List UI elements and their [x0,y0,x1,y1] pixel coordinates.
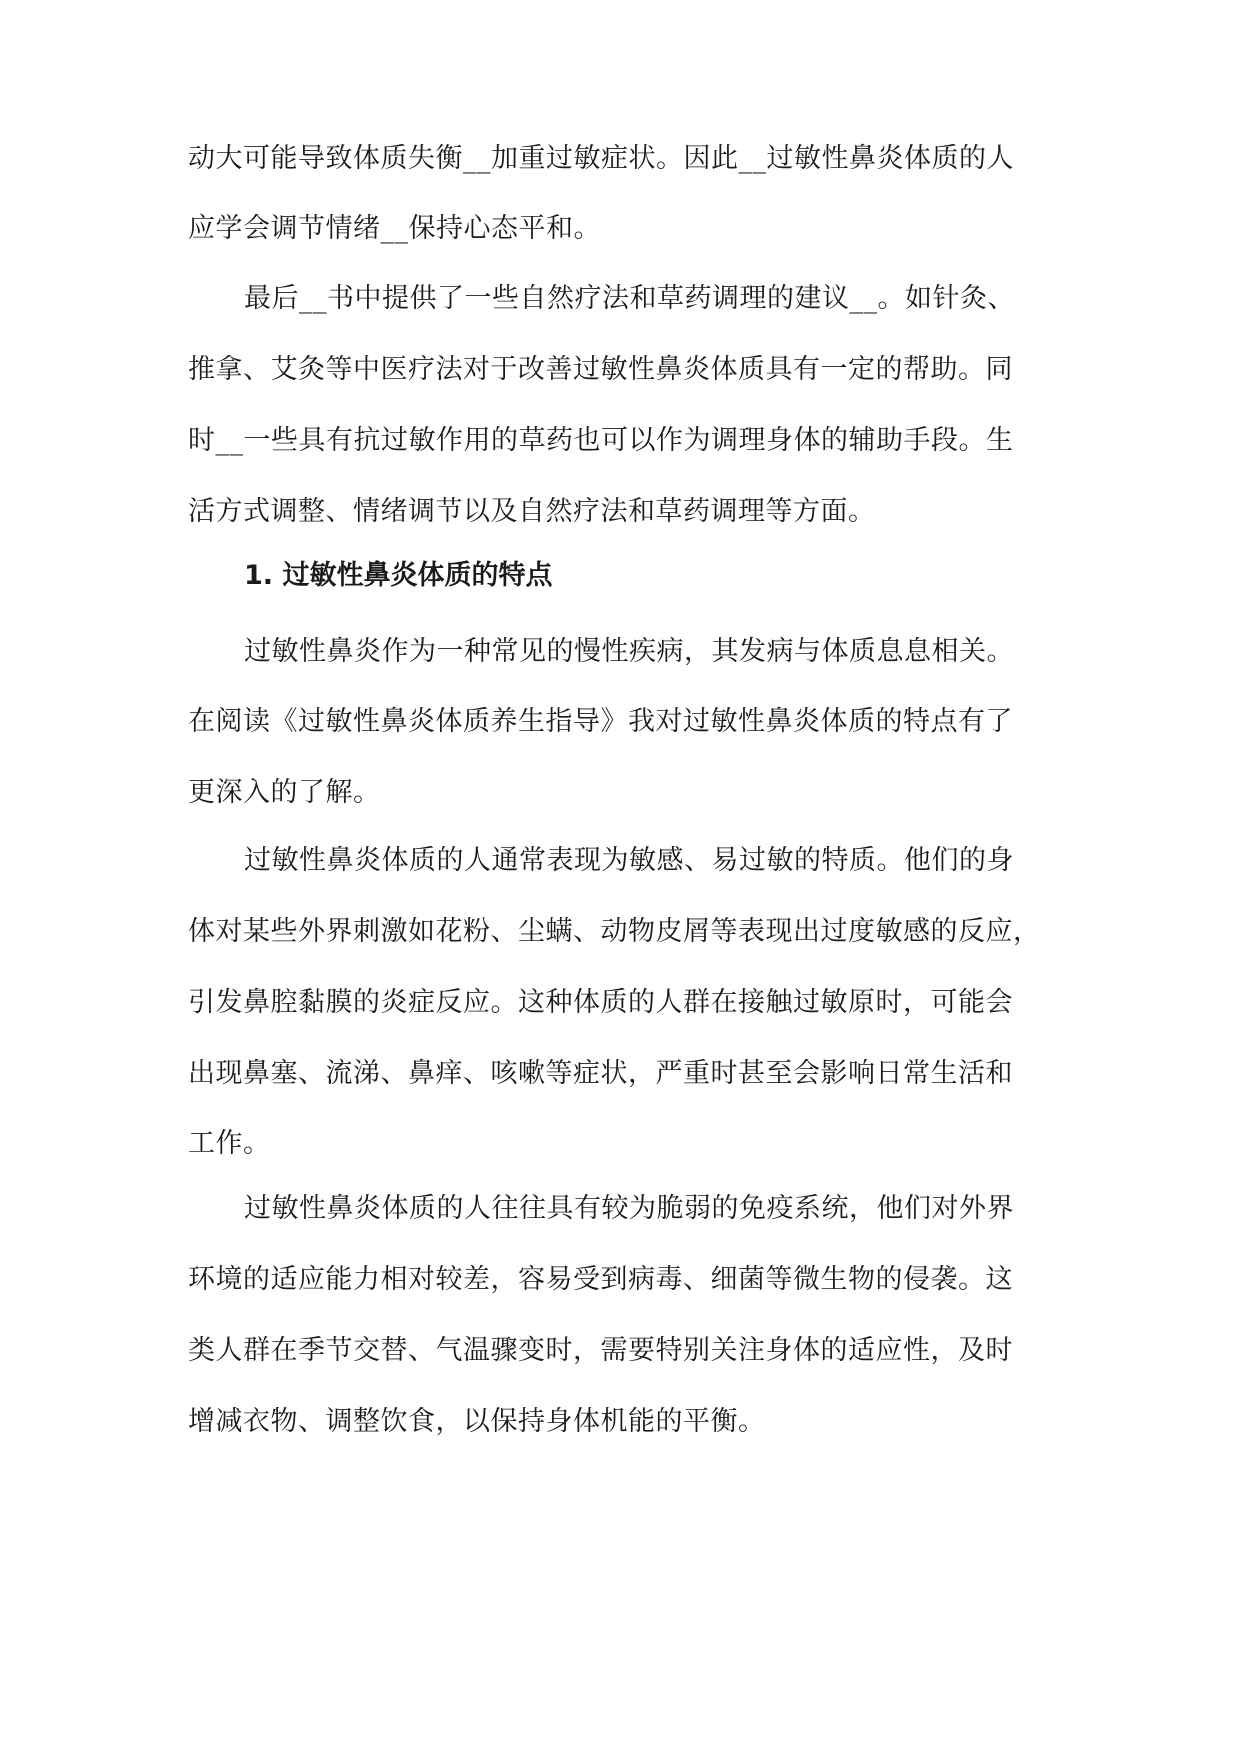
text-line: 引发鼻腔黏膜的炎症反应。这种体质的人群在接触过敏原时，可能会 [188,987,1013,1018]
text-line: 出现鼻塞、流涕、鼻痒、咳嗽等症状，严重时甚至会影响日常生活和 [188,1058,1013,1089]
text-line: 时__一些具有抗过敏作用的草药也可以作为调理身体的辅助手段。生 [188,425,1014,456]
text-line: 应学会调节情绪__保持心态平和。 [188,213,601,244]
text-line: 最后__书中提供了一些自然疗法和草药调理的建议__。如针灸、 [244,283,1015,314]
text-line: 过敏性鼻炎作为一种常见的慢性疾病，其发病与体质息息相关。 [244,636,1014,667]
text-line: 体对某些外界刺激如花粉、尘螨、动物皮屑等表现出过度敏感的反应， [188,916,1041,947]
text-line: 推拿、艾灸等中医疗法对于改善过敏性鼻炎体质具有一定的帮助。同 [188,354,1013,385]
text-line: 活方式调整、情绪调节以及自然疗法和草药调理等方面。 [188,496,876,527]
text-line: 环境的适应能力相对较差，容易受到病毒、细菌等微生物的侵袭。这 [188,1264,1013,1295]
text-line: 类人群在季节交替、气温骤变时，需要特别关注身体的适应性，及时 [188,1335,1013,1366]
text-line: 动大可能导致体质失衡__加重过敏症状。因此__过敏性鼻炎体质的人 [188,143,1014,174]
text-line: 过敏性鼻炎体质的人往往具有较为脆弱的免疫系统，他们对外界 [244,1193,1014,1224]
text-line: 增减衣物、调整饮食，以保持身体机能的平衡。 [188,1406,766,1437]
section-heading [188,557,552,594]
paragraph-4 [188,842,1041,1162]
paragraph-2 [188,280,1015,530]
heading-line: 1. 过敏性鼻炎体质的特点 [244,560,553,591]
text-line: 在阅读《过敏性鼻炎体质养生指导》我对过敏性鼻炎体质的特点有了 [188,706,1013,737]
paragraph-3 [188,633,1014,811]
text-line: 工作。 [188,1128,271,1159]
text-line: 过敏性鼻炎体质的人通常表现为敏感、易过敏的特质。他们的身 [244,845,1014,876]
paragraph-5 [188,1190,1014,1440]
paragraph-1 [188,140,1014,247]
text-line: 更深入的了解。 [188,777,381,808]
